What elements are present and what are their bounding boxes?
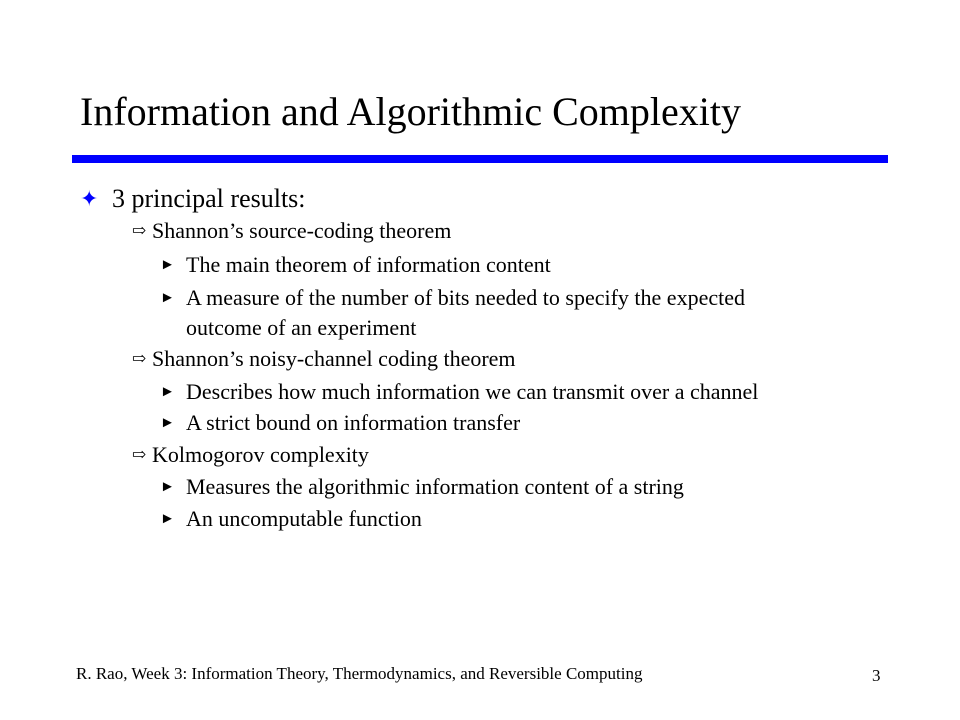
filled-arrowhead-icon: ► [160,479,175,495]
sub-bullet: Describes how much information we can transmit over a channel [186,379,759,404]
bullet-kolmogorov: Kolmogorov complexity [152,442,369,467]
bullet-noisy-channel: Shannon’s noisy-channel coding theorem [152,346,516,371]
slide-title: Information and Algorithmic Complexity [80,89,742,134]
hollow-arrow-icon: ⇨ [132,349,147,368]
filled-arrowhead-icon: ► [160,257,175,273]
sub-bullet: A strict bound on information transfer [186,410,521,435]
main-bullet: 3 principal results: [112,184,306,213]
filled-arrowhead-icon: ► [160,511,175,527]
page-number: 3 [872,666,881,685]
sub-bullet: An uncomputable function [186,506,422,531]
sub-bullet: The main theorem of information content [186,252,551,277]
hollow-arrow-icon: ⇨ [132,221,147,240]
filled-arrowhead-icon: ► [160,415,175,431]
filled-arrowhead-icon: ► [160,290,175,306]
hollow-arrow-icon: ⇨ [132,445,147,464]
slide-footer: R. Rao, Week 3: Information Theory, Thermodynamics, and Reversible Computing [76,664,643,683]
filled-arrowhead-icon: ► [160,384,175,400]
sub-bullet: A measure of the number of bits needed to specify the expected [186,285,745,310]
bullet-source-coding: Shannon’s source-coding theorem [152,218,452,243]
four-point-star-icon: ✦ [80,186,99,211]
title-underline [72,155,888,163]
sub-bullet: Measures the algorithmic information content of a string [186,474,684,499]
sub-bullet-continuation: outcome of an experiment [186,315,417,340]
